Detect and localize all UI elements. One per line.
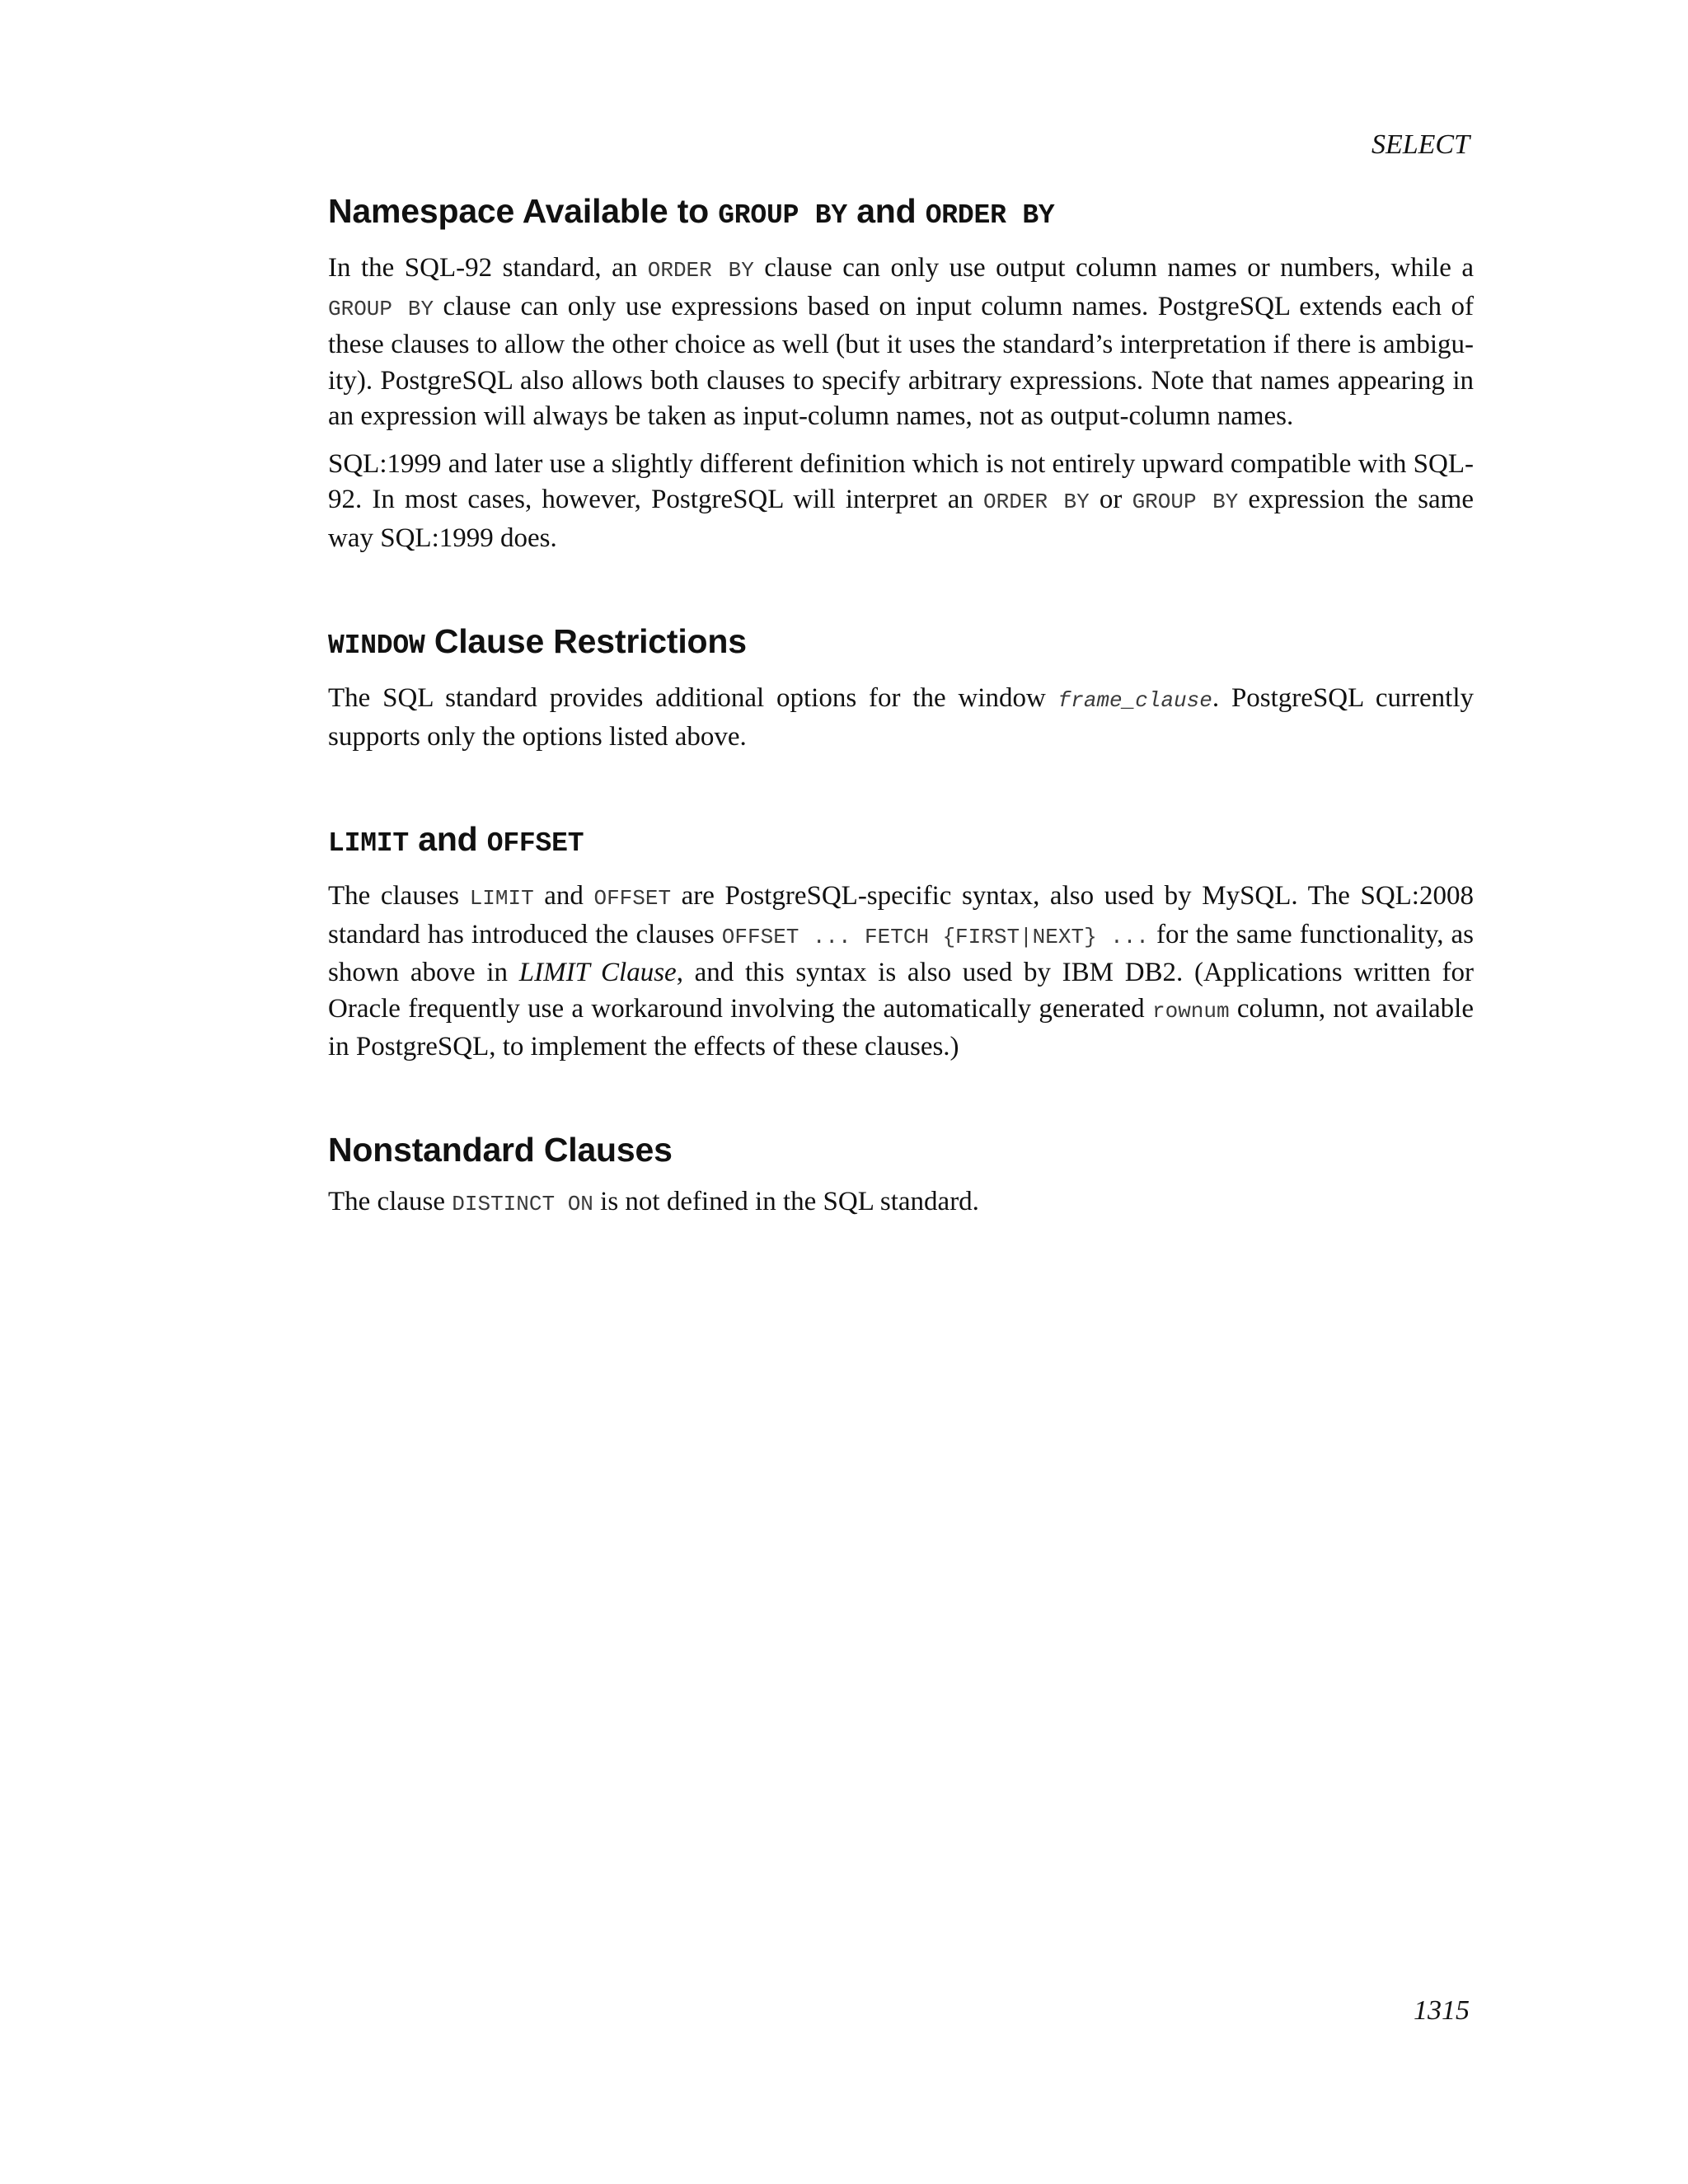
text-run: are PostgreSQL-specific syntax, also used by MySQL. The SQL:2008 standard has introduced the clauses	[328, 881, 1474, 949]
text-run: expression the same way SQL:1999 does.	[328, 485, 1474, 553]
text-run: clause can only use output column names or numbers, while a	[753, 253, 1474, 283]
heading-code-group-by: GROUP BY	[718, 200, 848, 231]
text-run: and	[533, 881, 594, 911]
heading-text: Namespace Available to	[328, 192, 719, 230]
text-run: for the same functionality, as shown above in	[328, 919, 1474, 987]
inline-code: ORDER BY	[647, 258, 754, 283]
heading-code-offset: OFFSET	[486, 828, 584, 859]
heading-code-order-by: ORDER BY	[925, 200, 1055, 231]
text-run: . PostgreSQL currently supports only the options listed above.	[328, 683, 1474, 752]
paragraph	[328, 681, 1474, 755]
section-namespace	[328, 188, 1474, 556]
page-number: 1315	[1414, 1995, 1470, 2026]
section-heading-window	[328, 618, 1474, 669]
text-run: The clause	[328, 1186, 452, 1216]
section-window	[328, 618, 1474, 755]
text-run: clause can only use expressions based on input column names. PostgreSQL extends each of these clauses to allow the other choice as well (but it uses the standard’s interpretation if there is ambiguity). PostgreSQL also allows both clauses to specify arbitrary expressions. Note that names appearing in an expression will always be taken as input-column names, not as output-column names.	[328, 291, 1475, 431]
section-heading-namespace	[328, 188, 1474, 239]
paragraph	[328, 447, 1474, 557]
text-run: is not defined in the SQL standard.	[593, 1186, 979, 1216]
inline-code: GROUP BY	[1132, 490, 1239, 514]
heading-text: and	[409, 820, 487, 858]
section-nonstandard	[328, 1127, 1474, 1223]
inline-code: DISTINCT ON	[452, 1191, 593, 1216]
running-header: SELECT	[1371, 129, 1470, 160]
section-heading-limit-offset	[328, 816, 1474, 867]
text-run: SQL:1999 and later use a slightly different definition which is not entirely upward compatible with SQL-92. In most cases, however, PostgreSQL will interpret an	[328, 448, 1474, 514]
inline-code-parameter: frame_clause	[1057, 688, 1212, 713]
text-run: The clauses	[328, 881, 470, 911]
heading-text: and	[847, 192, 926, 230]
text-run: , and this syntax is also used by IBM DB2. (Applications written for Oracle frequently use a workaround involving the automatically generated	[328, 958, 1474, 1024]
text-run: In the SQL-92 standard, an	[328, 253, 648, 283]
text-run: or	[1089, 485, 1132, 514]
section-heading-nonstandard: Nonstandard Clauses	[328, 1130, 673, 1169]
section-limit-offset	[328, 816, 1474, 1066]
inline-code: GROUP BY	[328, 296, 434, 321]
inline-code: OFFSET ... FETCH {FIRST|NEXT} ...	[721, 924, 1149, 949]
inline-code: rownum	[1151, 998, 1230, 1024]
heading-text: Clause Restrictions	[424, 622, 747, 660]
page-content	[328, 188, 1474, 1222]
heading-code-window: WINDOW	[328, 630, 425, 661]
inline-code: ORDER BY	[983, 490, 1090, 514]
paragraph	[328, 879, 1474, 1066]
text-run: The SQL standard provides additional options for the window	[328, 683, 1058, 713]
paragraph	[328, 251, 1474, 435]
text-run: column, not available in PostgreSQL, to implement the effects of these clauses.)	[328, 993, 1474, 1062]
cross-reference-link[interactable]: LIMIT Clause	[518, 958, 677, 987]
inline-code: OFFSET	[593, 886, 672, 911]
heading-code-limit: LIMIT	[328, 828, 410, 859]
inline-code: LIMIT	[469, 886, 534, 911]
paragraph	[328, 1184, 1474, 1223]
